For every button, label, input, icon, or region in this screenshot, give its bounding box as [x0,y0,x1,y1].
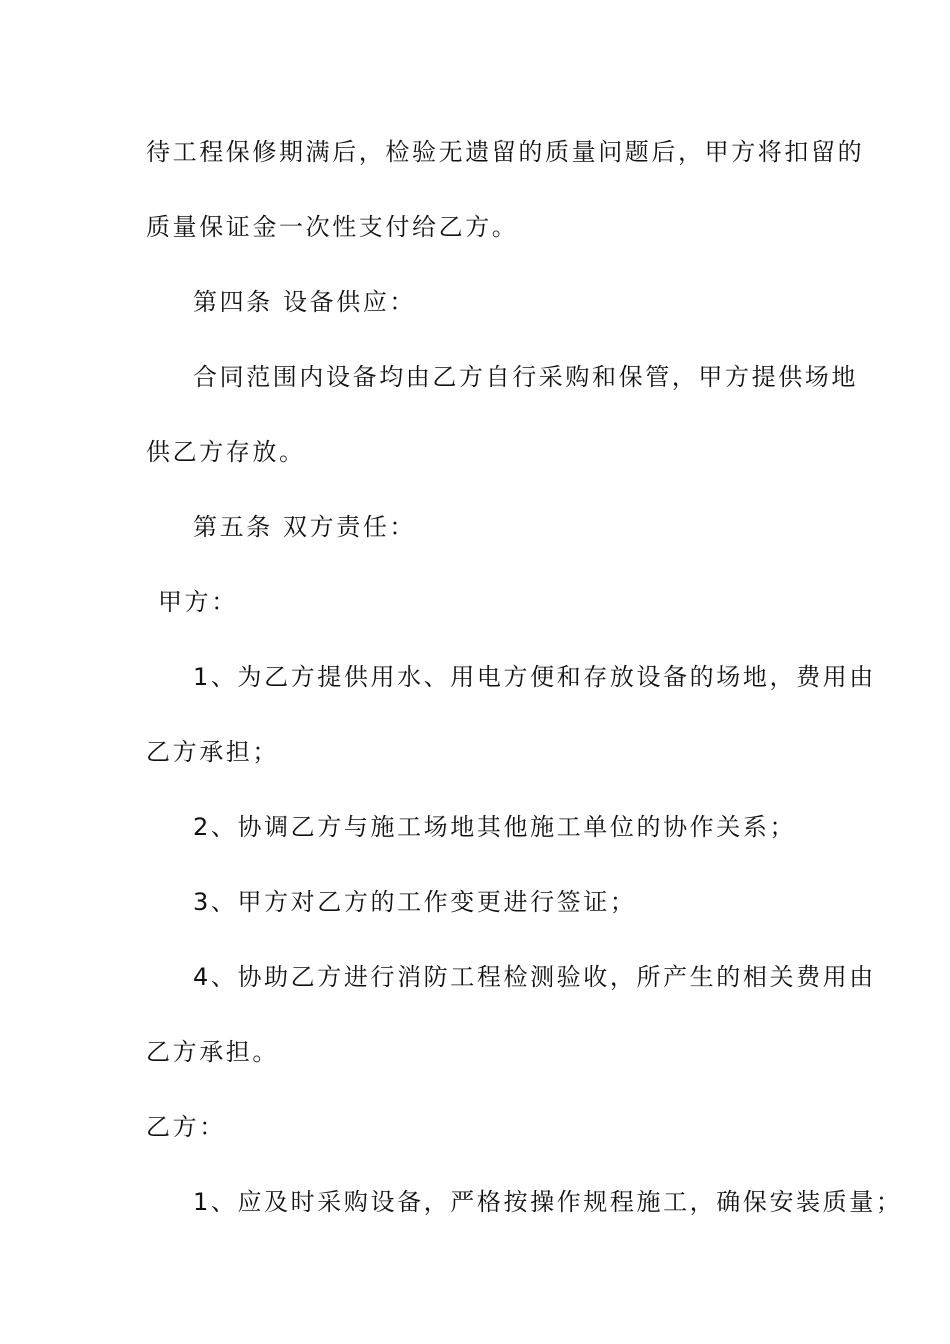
party-a-item-2: 2、协调乙方与施工场地其他施工单位的协作关系； [193,813,797,841]
paragraph-line-2: 质量保证金一次性支付给乙方。 [146,213,519,241]
party-a-heading: 甲方： [158,588,238,616]
party-a-item-3: 3、甲方对乙方的工作变更进行签证； [193,888,637,916]
paragraph-line-1: 待工程保修期满后，检验无遗留的质量问题后，甲方将扣留的 [146,138,865,166]
paragraph-line-4: 合同范围内设备均由乙方自行采购和保管，甲方提供场地 [193,363,858,391]
paragraph-line-5: 供乙方存放。 [146,438,306,466]
article-5-heading: 第五条 双方责任： [193,513,417,541]
party-a-item-4: 4、协助乙方进行消防工程检测验收，所产生的相关费用由 [193,963,876,991]
party-a-item-4-cont: 乙方承担。 [146,1038,279,1066]
party-b-item-1: 1、应及时采购设备，严格按操作规程施工，确保安装质量； [193,1188,903,1216]
party-b-heading: 乙方： [146,1113,226,1141]
party-a-item-1: 1、为乙方提供用水、用电方便和存放设备的场地，费用由 [193,663,876,691]
article-4-heading: 第四条 设备供应： [193,288,417,316]
party-a-item-1-cont: 乙方承担； [146,738,279,766]
